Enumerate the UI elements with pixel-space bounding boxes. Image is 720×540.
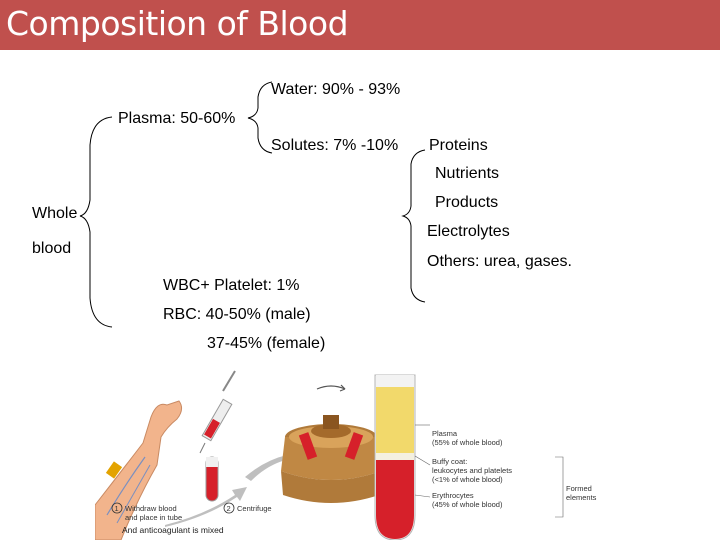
solute-products: Products xyxy=(435,194,499,211)
plasma-label: Plasma: 50-60% xyxy=(118,110,236,127)
centrifuge-figure xyxy=(95,365,720,540)
fig-erythrocytes-pct: (45% of whole blood) xyxy=(432,500,503,509)
plasma-brace xyxy=(248,82,272,153)
fig-erythrocytes-label: Erythrocytes xyxy=(432,491,474,500)
tube-1-illustration xyxy=(206,457,218,501)
step-1-label: Withdraw blood xyxy=(125,504,177,513)
rbc-male-label: RBC: 40-50% (male) xyxy=(163,306,311,323)
rbc-female-label: 37-45% (female) xyxy=(207,335,326,352)
whole-label: Whole xyxy=(32,205,78,222)
fig-buffy-desc: leukocytes and platelets xyxy=(432,466,513,475)
wbc-platelet-label: WBC+ Platelet: 1% xyxy=(163,277,300,294)
centrifuge-illustration xyxy=(281,385,381,503)
separated-tube-illustration xyxy=(375,375,415,540)
solutes-brace xyxy=(403,150,425,302)
water-label: Water: 90% - 93% xyxy=(271,81,401,98)
solute-electrolytes: Electrolytes xyxy=(427,223,510,240)
blood-label: blood xyxy=(32,240,72,257)
fig-plasma-pct: (55% of whole blood) xyxy=(432,438,503,447)
step-1-sublabel: and place in tube xyxy=(125,513,183,522)
solutes-label: Solutes: 7% -10% xyxy=(271,137,399,154)
solute-others: Others: urea, gases. xyxy=(427,253,572,270)
step-2-number: 2 xyxy=(226,504,231,513)
anticoagulant-caption: And anticoagulant is mixed xyxy=(122,525,224,535)
solute-nutrients: Nutrients xyxy=(435,165,500,182)
step-1-number: 1 xyxy=(114,504,119,513)
fig-elements-label: elements xyxy=(566,493,597,502)
solute-proteins: Proteins xyxy=(429,137,488,154)
fig-plasma-label: Plasma xyxy=(432,429,458,438)
step-2-label: Centrifuge xyxy=(237,504,272,513)
syringe-illustration xyxy=(200,371,235,453)
fig-buffy-label: Buffy coat: xyxy=(432,457,468,466)
slide-title: Composition of Blood xyxy=(6,4,349,43)
fig-buffy-pct: (<1% of whole blood) xyxy=(432,475,503,484)
whole-blood-brace xyxy=(80,117,112,327)
fig-formed-label: Formed xyxy=(566,484,592,493)
